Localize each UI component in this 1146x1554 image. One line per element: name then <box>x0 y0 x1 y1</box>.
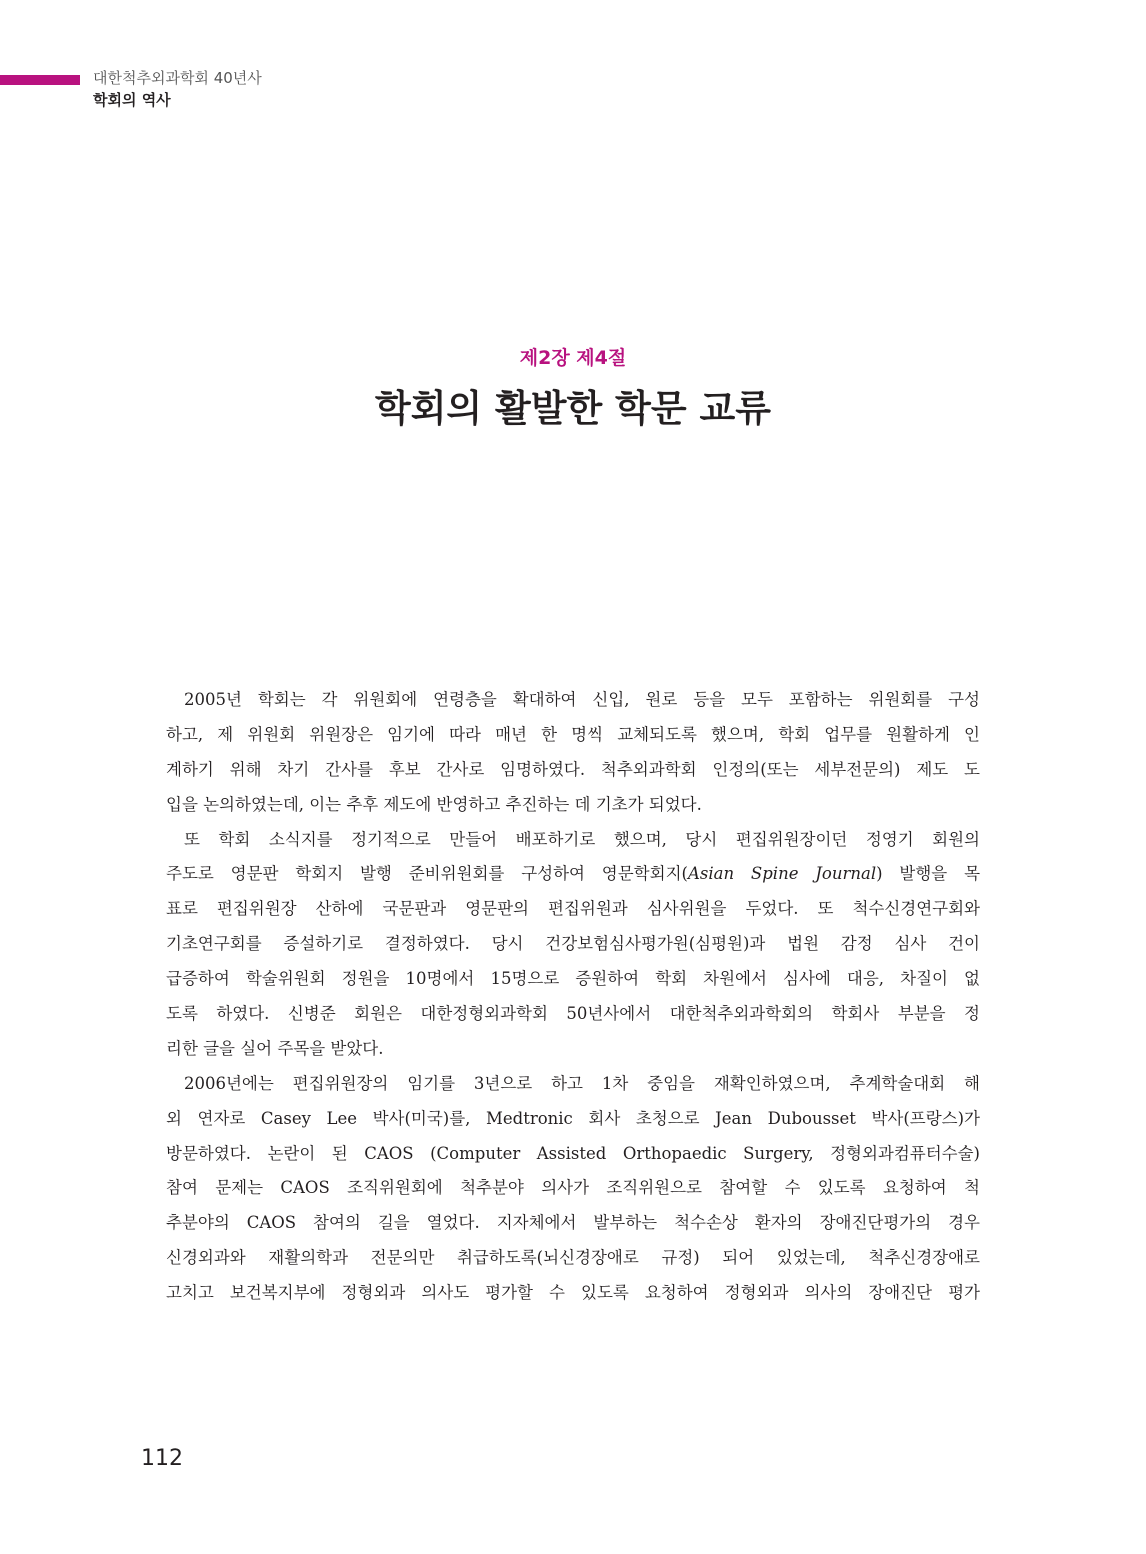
body-line: 리한 글을 실어 주목을 받았다. <box>166 1038 384 1058</box>
body-line: 급증하여 학술위원회 정원을 10명에서 15명으로 증원하여 학회 차원에서 심사에 대응, 차질이 없 <box>166 969 980 989</box>
body-line: 주도로 영문판 학회지 발행 준비위원회를 구성하여 영문학회지(Asian Spine Journal) 발행을 목 <box>166 864 981 884</box>
body-line: 2005년 학회는 각 위원회에 연령층을 확대하여 신입, 원로 등을 모두 포함하는 위원회를 구성 <box>184 690 980 709</box>
body-line: 신경외과와 재활의학과 전문의만 취급하도록(뇌신경장애로 규정) 되어 있었는데, 척추신경장애로 <box>166 1248 980 1268</box>
body-line: 도록 하였다. 신병준 회원은 대한정형외과학회 50년사에서 대한척추외과학회의 학회사 부분을 정 <box>166 1004 980 1024</box>
journal-title: Asian Spine Journal <box>687 864 877 884</box>
running-header-section-title: 학회의 역사 <box>93 91 171 109</box>
body-line: 참여 문제는 CAOS 조직위원회에 척추분야 의사가 조직위원으로 참여할 수 있도록 요청하여 척 <box>166 1178 980 1198</box>
body-line: 또 학회 소식지를 정기적으로 만들어 배포하기로 했으며, 당시 편집위원장이던 정영기 회원의 <box>184 829 980 849</box>
page-number: 112 <box>141 1446 183 1471</box>
chapter-title: 학회의 활발한 학문 교류 <box>374 386 772 430</box>
body-line: 2006년에는 편집위원장의 임기를 3년으로 하고 1차 중임을 재확인하였으며, 추계학술대회 해 <box>184 1073 980 1093</box>
body-line: 방문하였다. 논란이 된 CAOS (Computer Assisted Orthopaedic Surgery, 정형외과컴퓨터수술) <box>166 1143 980 1163</box>
body-line: 고치고 보건복지부에 정형외과 의사도 평가할 수 있도록 요청하여 정형외과 의사의 장애진단 평가 <box>166 1283 980 1303</box>
body-text <box>166 683 980 1311</box>
body-line: 기초연구회를 증설하기로 결정하였다. 당시 건강보험심사평가원(심평원)과 법원 감정 심사 건이 <box>166 934 980 954</box>
body-line: 외 연자로 Casey Lee 박사(미국)를, Medtronic 회사 초청으로 Jean Dubousset 박사(프랑스)가 <box>166 1108 980 1128</box>
header-accent-bar <box>0 75 80 85</box>
running-header-book-title: 대한척추외과학회 40년사 <box>93 69 262 87</box>
chapter-label: 제2장 제4절 <box>519 347 627 369</box>
body-line: 추분야의 CAOS 참여의 길을 열었다. 지자체에서 발부하는 척수손상 환자의 장애진단평가의 경우 <box>166 1213 980 1233</box>
body-line: 하고, 제 위원회 위원장은 임기에 따라 매년 한 명씩 교체되도록 했으며, 학회 업무를 원활하게 인 <box>166 724 980 744</box>
body-line: 표로 편집위원장 산하에 국문판과 영문판의 편집위원과 심사위원을 두었다. 또 척수신경연구회와 <box>166 899 980 919</box>
body-line: 입을 논의하였는데, 이는 추후 제도에 반영하고 추진하는 데 기초가 되었다. <box>166 794 702 814</box>
body-line: 계하기 위해 차기 간사를 후보 간사로 임명하였다. 척추외과학회 인정의(또는 세부전문의) 제도 도 <box>166 759 980 779</box>
